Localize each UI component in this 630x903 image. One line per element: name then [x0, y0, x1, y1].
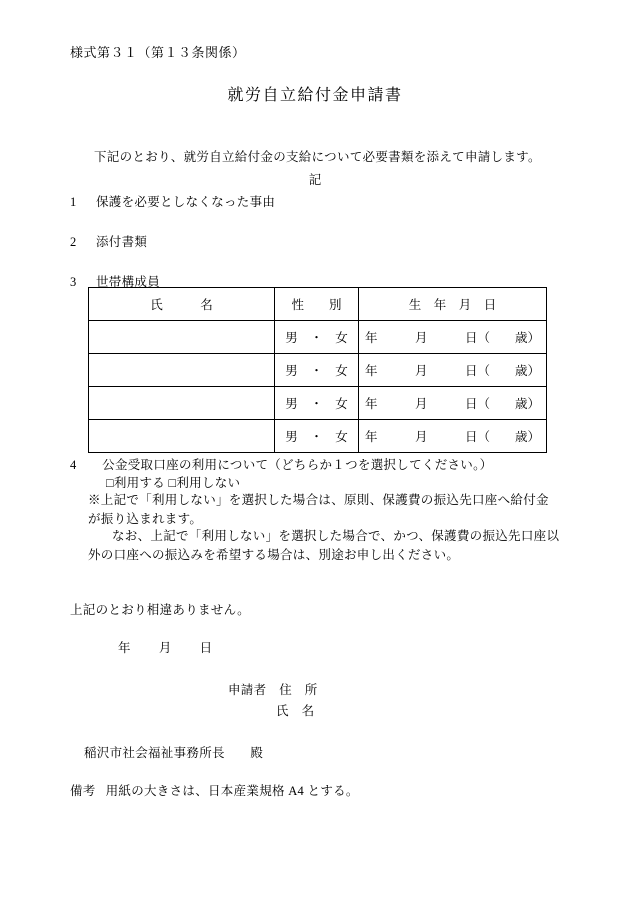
note-secondary: なお、上記で「利用しない」を選択した場合で、かつ、保護費の振込先口座以外の口座への振込みを希望する場合は、別途お申し出ください。	[88, 529, 560, 563]
note-primary: ※上記で「利用しない」を選択した場合は、原則、保護費の振込先口座へ給付金が振り込まれます。	[88, 493, 549, 527]
cell-name[interactable]	[89, 321, 275, 354]
column-header-sex: 性 別	[275, 288, 359, 321]
applicant-name-label: 氏 名	[276, 704, 315, 718]
section-item-1-label: 保護を必要としなくなった事由	[96, 195, 276, 209]
applicant-address-label: 申請者 住 所	[228, 683, 318, 697]
section-item-3-number: 3	[70, 275, 77, 289]
section-item-4-label: 4 公金受取口座の利用について（どちらか１つを選択してください。）	[70, 458, 493, 472]
section-item-2-label: 添付書類	[96, 235, 148, 249]
cell-birthdate[interactable]: 年 月 日（ 歳）	[359, 354, 547, 387]
remark-line	[70, 781, 359, 799]
table-row	[89, 354, 547, 387]
cell-name[interactable]	[89, 354, 275, 387]
cell-birthdate[interactable]: 年 月 日（ 歳）	[359, 321, 547, 354]
intro-paragraph: 下記のとおり、就労自立給付金の支給について必要書類を添えて申請します。	[94, 150, 541, 164]
section-item-1	[70, 192, 275, 210]
addressee-line: 稲沢市社会福祉事務所長 殿	[84, 746, 264, 760]
confirmation-statement: 上記のとおり相違ありません。	[70, 603, 250, 617]
table-row	[89, 420, 547, 453]
section-item-2-number: 2	[70, 235, 77, 249]
ki-mark: 記	[308, 173, 322, 187]
column-header-name: 氏 名	[89, 288, 275, 321]
date-year: 年	[118, 641, 131, 655]
remark-label: 備考	[70, 784, 96, 798]
table-header-row	[89, 288, 547, 321]
remark-text: 用紙の大きさは、日本産業規格 A4 とする。	[105, 784, 359, 798]
household-members-table	[88, 287, 547, 453]
cell-sex[interactable]: 男 ・ 女	[275, 420, 359, 453]
cell-birthdate[interactable]: 年 月 日（ 歳）	[359, 387, 547, 420]
cell-name[interactable]	[89, 420, 275, 453]
section-item-3-label: 世帯構成員	[96, 275, 161, 289]
section-item-1-number: 1	[70, 195, 77, 209]
page-title: 就労自立給付金申請書	[227, 87, 403, 104]
date-line	[118, 638, 212, 656]
table-row	[89, 321, 547, 354]
cell-birthdate[interactable]: 年 月 日（ 歳）	[359, 420, 547, 453]
cell-sex[interactable]: 男 ・ 女	[275, 321, 359, 354]
cell-name[interactable]	[89, 387, 275, 420]
table-row	[89, 387, 547, 420]
form-number: 様式第３１（第１３条関係）	[70, 45, 246, 60]
public-account-choices[interactable]: □利用する □利用しない	[106, 476, 241, 490]
date-month: 月	[158, 641, 172, 655]
date-day: 日	[199, 641, 213, 655]
section-item-2	[70, 232, 147, 250]
column-header-birthdate: 生 年 月 日	[359, 288, 547, 321]
cell-sex[interactable]: 男 ・ 女	[275, 387, 359, 420]
cell-sex[interactable]: 男 ・ 女	[275, 354, 359, 387]
